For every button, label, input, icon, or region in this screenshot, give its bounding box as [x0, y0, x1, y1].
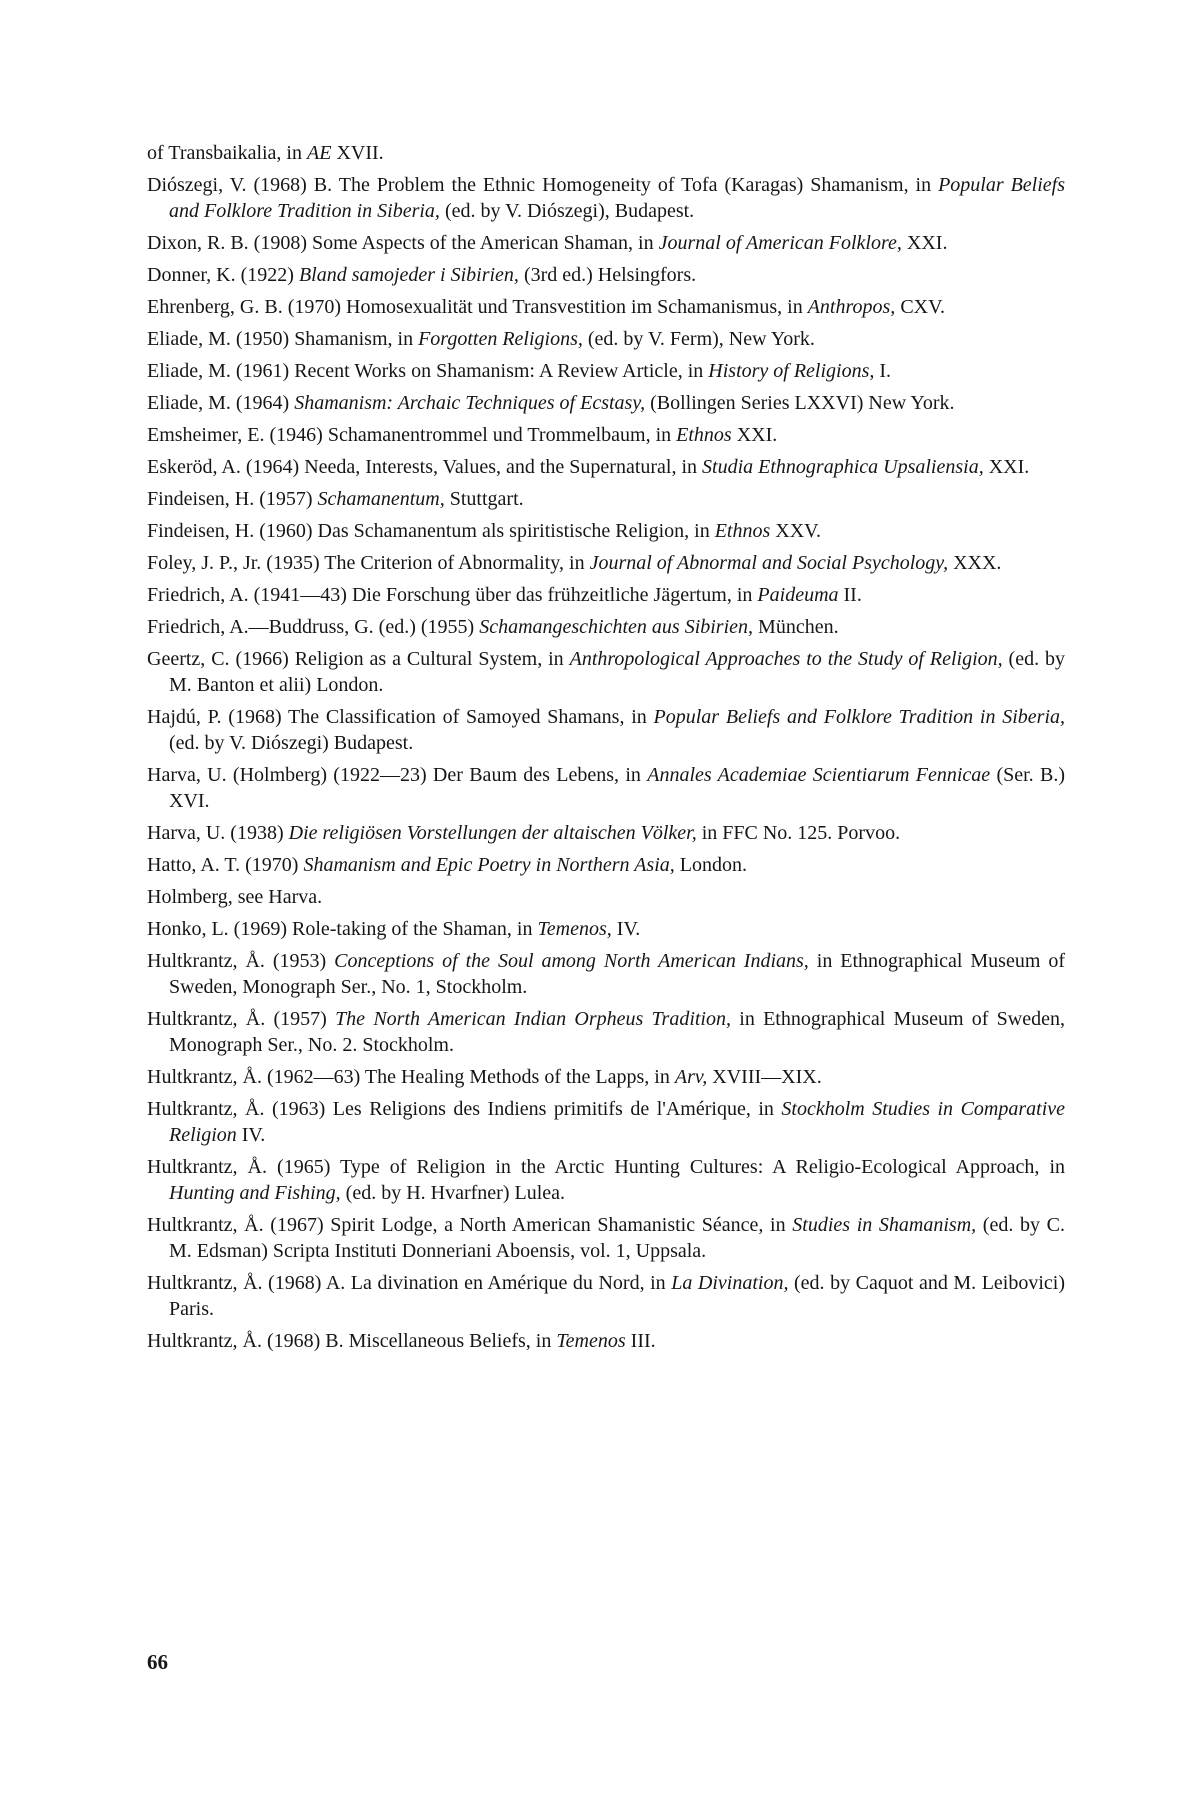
entry-text: Emsheimer, E. (1946) Schamanentrommel und Trommelbaum, in [147, 424, 677, 446]
entry-text: (ed. by C. M. Edsman) Scripta Instituti Donneriani Aboensis, vol. 1, Uppsala. [169, 1214, 1065, 1262]
entry-text: Honko, L. (1969) Role-taking of the Shaman, in [147, 918, 538, 940]
entry-title-italic: Forgotten Religions, [418, 328, 583, 350]
bibliography-entry [147, 1154, 1065, 1206]
entry-text: in Ethnographical Museum of Sweden, Monograph Ser., No. 2. Stockholm. [169, 1008, 1065, 1056]
entry-text: XVII. [331, 142, 384, 164]
bibliography-entry [147, 884, 1065, 910]
entry-text: Hajdú, P. (1968) The Classification of Samoyed Shamans, in [147, 706, 654, 728]
entry-text: IV. [611, 918, 641, 940]
entry-title-italic: Temenos, [537, 918, 612, 940]
bibliography-entry [147, 704, 1065, 756]
entry-text: Friedrich, A.—Buddruss, G. (ed.) (1955) [147, 616, 480, 638]
entry-text: (ed. by V. Ferm), New York. [582, 328, 815, 350]
entry-text: I. [874, 360, 892, 382]
page-number: 66 [147, 1650, 168, 1674]
entry-title-italic: Paideuma [757, 584, 839, 606]
entry-text: CXV. [895, 296, 945, 318]
entry-title-italic: Ethnos [714, 520, 771, 542]
entry-title-italic: Popular Beliefs and Folklore Tradition in Siberia, [169, 174, 1066, 222]
entry-text: Eskeröd, A. (1964) Needa, Interests, Values, and the Supernatural, in [147, 456, 703, 478]
entry-text: Eliade, M. (1964) [147, 392, 295, 414]
bibliography-entry [147, 486, 1065, 512]
entry-title-italic: Bland samojeder i Sibirien, [298, 264, 519, 286]
bibliography-entry [147, 762, 1065, 814]
entry-title-italic: Shamanism and Epic Poetry in Northern Asia, [303, 854, 675, 876]
entry-title-italic: Ethnos [676, 424, 732, 446]
entry-text: Dixon, R. B. (1908) Some Aspects of the American Shaman, in [147, 232, 659, 254]
bibliography-entry [147, 294, 1065, 320]
bibliography-entry [147, 550, 1065, 576]
bibliography-entry [147, 1212, 1065, 1264]
entry-text: XXX. [948, 552, 1002, 574]
entry-title-italic: Die religiösen Vorstellungen der altaischen Völker, [288, 822, 697, 844]
entry-text: XXI. [731, 424, 778, 446]
entry-text: Diószegi, V. (1968) B. The Problem the Ethnic Homogeneity of Tofa (Karagas) Shamanism, in [147, 174, 939, 196]
entry-text: Hultkrantz, Å. (1968) A. La divination en Amérique du Nord, in [147, 1272, 672, 1294]
entry-text: Findeisen, H. (1957) [147, 488, 318, 510]
entry-text: Friedrich, A. (1941—43) Die Forschung über das frühzeitliche Jägertum, in [147, 584, 758, 606]
entry-text: of Transbaikalia, in [147, 142, 307, 164]
entry-text: XXI. [983, 456, 1030, 478]
entry-title-italic: Anthropological Approaches to the Study of Religion, [569, 648, 1003, 670]
entry-text: Eliade, M. (1961) Recent Works on Shamanism: A Review Article, in [147, 360, 709, 382]
entry-title-italic: Anthropos, [807, 296, 896, 318]
entry-title-italic: Shamanism: Archaic Techniques of Ecstasy, [294, 392, 646, 414]
entry-text: Hultkrantz, Å. (1967) Spirit Lodge, a North American Shamanistic Séance, in [147, 1214, 793, 1236]
bibliography-entry [147, 172, 1065, 224]
bibliography-entry [147, 1006, 1065, 1058]
bibliography-entry [147, 916, 1065, 942]
bibliography-entry [147, 582, 1065, 608]
bibliography-entry [147, 140, 1065, 166]
bibliography-entry [147, 948, 1065, 1000]
entry-title-italic: Arv, [674, 1066, 708, 1088]
bibliography-entry [147, 1096, 1065, 1148]
bibliography-entry [147, 852, 1065, 878]
entry-text: in FFC No. 125. Porvoo. [696, 822, 901, 844]
bibliography-entry [147, 230, 1065, 256]
entry-title-italic: AE [307, 142, 332, 164]
bibliography-entry [147, 518, 1065, 544]
entry-text: Hultkrantz, Å. (1962—63) The Healing Methods of the Lapps, in [147, 1066, 675, 1088]
bibliography-entry [147, 820, 1065, 846]
entry-text: Hultkrantz, Å. (1963) Les Religions des Indiens primitifs de l'Amérique, in [147, 1098, 782, 1120]
entry-text: in Ethnographical Museum of Sweden, Monograph Ser., No. 1, Stockholm. [169, 950, 1065, 998]
bibliography-entry [147, 646, 1065, 698]
bibliography-entry [147, 1328, 1065, 1354]
entry-text: IV. [236, 1124, 266, 1146]
entry-text: (3rd ed.) Helsingfors. [518, 264, 697, 286]
entry-text: (Bollingen Series LXXVI) New York. [645, 392, 955, 414]
entry-text: III. [625, 1330, 656, 1352]
entry-title-italic: Hunting and Fishing, [169, 1182, 341, 1204]
entry-text: Hatto, A. T. (1970) [147, 854, 304, 876]
entry-text: II. [838, 584, 862, 606]
entry-title-italic: The North American Indian Orpheus Tradition, [335, 1008, 731, 1030]
entry-text: Eliade, M. (1950) Shamanism, in [147, 328, 419, 350]
entry-text: Donner, K. (1922) [147, 264, 299, 286]
entry-title-italic: History of Religions, [708, 360, 875, 382]
bibliography-entry [147, 358, 1065, 384]
bibliography-entry [147, 1064, 1065, 1090]
bibliography-entry [147, 1270, 1065, 1322]
entry-title-italic: Journal of American Folklore, [658, 232, 902, 254]
entry-text: Holmberg, see Harva. [147, 886, 323, 908]
entry-text: (ed. by M. Banton et alii) London. [169, 648, 1066, 696]
entry-title-italic: Annales Academiae Scientiarum Fennicae [647, 764, 991, 786]
entry-title-italic: Conceptions of the Soul among North American Indians, [334, 950, 809, 972]
entry-title-italic: Journal of Abnormal and Social Psychology, [589, 552, 949, 574]
entry-text: (ed. by Caquot and M. Leibovici) Paris. [169, 1272, 1065, 1320]
bibliography-entry [147, 422, 1065, 448]
entry-text: Hultkrantz, Å. (1965) Type of Religion in the Arctic Hunting Cultures: A Religio-Ecological Approach, in [147, 1156, 1065, 1178]
entry-text: Geertz, C. (1966) Religion as a Cultural System, in [147, 648, 570, 670]
entry-text: Hultkrantz, Å. (1957) [147, 1008, 336, 1030]
entry-text: Harva, U. (1938) [147, 822, 289, 844]
entry-text: Harva, U. (Holmberg) (1922—23) Der Baum des Lebens, in [147, 764, 648, 786]
entry-title-italic: Studia Ethnographica Upsaliensia, [702, 456, 984, 478]
entry-text: Hultkrantz, Å. (1953) [147, 950, 335, 972]
bibliography-entry [147, 262, 1065, 288]
bibliography-entry [147, 390, 1065, 416]
bibliography-list [147, 140, 1065, 1360]
entry-title-italic: Temenos [556, 1330, 626, 1352]
entry-text: Ehrenberg, G. B. (1970) Homosexualität und Transvestition im Schamanismus, in [147, 296, 808, 318]
entry-text: Stuttgart. [444, 488, 524, 510]
entry-text: (Ser. B.) XVI. [169, 764, 1066, 812]
entry-text: (ed. by V. Diószegi), Budapest. [439, 200, 695, 222]
entry-title-italic: Studies in Shamanism, [792, 1214, 977, 1236]
entry-text: XXI. [901, 232, 948, 254]
entry-text: XXV. [770, 520, 822, 542]
entry-title-italic: Stockholm Studies in Comparative Religion [169, 1098, 1066, 1146]
entry-text: (ed. by V. Diószegi) Budapest. [169, 732, 414, 754]
entry-text: Foley, J. P., Jr. (1935) The Criterion of Abnormality, in [147, 552, 590, 574]
entry-title-italic: La Divination, [671, 1272, 789, 1294]
entry-text: XVIII—XIX. [707, 1066, 822, 1088]
bibliography-entry [147, 326, 1065, 352]
entry-text: (ed. by H. Hvarfner) Lulea. [340, 1182, 566, 1204]
entry-text: Findeisen, H. (1960) Das Schamanentum als spiritistische Religion, in [147, 520, 715, 542]
entry-title-italic: Schamangeschichten aus Sibirien, [479, 616, 754, 638]
entry-title-italic: Popular Beliefs and Folklore Tradition in Siberia, [653, 706, 1065, 728]
entry-title-italic: Schamanentum, [317, 488, 445, 510]
entry-text: Hultkrantz, Å. (1968) B. Miscellaneous Beliefs, in [147, 1330, 557, 1352]
bibliography-entry [147, 454, 1065, 480]
entry-text: München. [753, 616, 839, 638]
bibliography-entry [147, 614, 1065, 640]
entry-text: London. [674, 854, 747, 876]
